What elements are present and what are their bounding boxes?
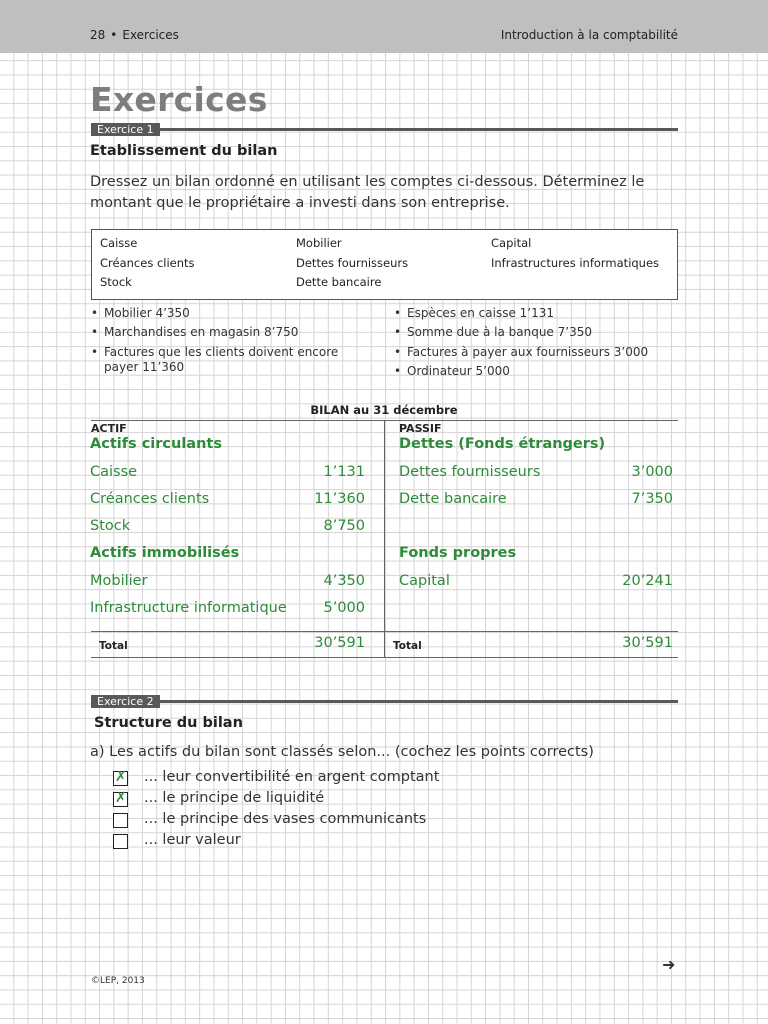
header-left: [90, 28, 179, 42]
actif-row-label: Créances clients: [90, 491, 210, 507]
bilan-bottom-rule: [91, 657, 678, 658]
actif-group-heading: Actifs immobilisés: [90, 545, 240, 561]
account-cell: Infrastructures informatiques: [491, 256, 660, 270]
actif-row-value: 8’750: [323, 518, 365, 534]
passif-total-value: 30’591: [622, 635, 673, 651]
bilan-title: BILAN au 31 décembre: [310, 403, 458, 417]
actif-row-label: Mobilier: [90, 573, 148, 589]
account-cell: Créances clients: [100, 256, 195, 270]
exercise1-label: Exercice 1: [91, 123, 160, 136]
actif-row-value: 5’000: [323, 600, 365, 616]
check-mark-icon: ✗: [115, 790, 127, 806]
passif-group-heading: Dettes (Fonds étrangers): [399, 436, 606, 452]
account-cell: Mobilier: [296, 236, 342, 250]
passif-group-heading: Fonds propres: [399, 545, 517, 561]
account-cell: Capital: [491, 236, 532, 250]
checkbox[interactable]: [113, 771, 128, 786]
exercise1-heading: Etablissement du bilan: [90, 143, 278, 159]
actif-total-value: 30’591: [314, 635, 365, 651]
exercise2-label: Exercice 2: [91, 695, 160, 708]
exercise1-rule: [91, 128, 678, 131]
actif-total-label: Total: [99, 640, 128, 652]
page-title: Exercices: [90, 80, 268, 119]
bilan-center-rule: [384, 420, 385, 658]
passif-row-label: Dettes fournisseurs: [399, 464, 541, 480]
checkbox-label: ... leur convertibilité en argent comptant: [144, 769, 440, 785]
exercise2-question: a) Les actifs du bilan sont classés selon... (cochez les points corrects): [90, 744, 594, 760]
checkbox-label: ... le principe de liquidité: [144, 790, 325, 806]
actif-group-heading: Actifs circulants: [90, 436, 222, 452]
checkbox-label: ... le principe des vases communicants: [144, 811, 427, 827]
actif-row-label: Caisse: [90, 464, 138, 480]
passif-row-label: Dette bancaire: [399, 491, 507, 507]
actif-row-value: 1’131: [323, 464, 365, 480]
bullet-separator: •: [110, 28, 118, 42]
checkbox[interactable]: [113, 792, 128, 807]
checkbox[interactable]: [113, 834, 128, 849]
account-cell: Caisse: [100, 236, 138, 250]
account-cell: Stock: [100, 275, 132, 289]
check-mark-icon: ✗: [115, 769, 127, 785]
actif-row-value: 4’350: [323, 573, 365, 589]
checkbox[interactable]: [113, 813, 128, 828]
exercise2-heading: Structure du bilan: [94, 715, 243, 731]
actif-row-label: Stock: [90, 518, 131, 534]
header-book-title: Introduction à la comptabilité: [500, 28, 678, 42]
passif-row-value: 3’000: [631, 464, 673, 480]
page-header: [0, 0, 768, 53]
exercise2-rule: [91, 700, 678, 703]
arrow-right-icon[interactable]: ➜: [662, 955, 676, 974]
exercise1-instructions: Dressez un bilan ordonné en utilisant les comptes ci-dessous. Déterminez le montant que le propriétaire a investi dans son entreprise.: [90, 174, 645, 211]
passif-label: PASSIF: [399, 422, 442, 435]
passif-row-value: 7’350: [631, 491, 673, 507]
passif-row-value: 20’241: [622, 573, 673, 589]
bilan-total-rule: [91, 631, 678, 632]
page-number: 28: [90, 28, 106, 42]
actif-row-value: 11’360: [314, 491, 365, 507]
checkbox-label: ... leur valeur: [144, 832, 241, 848]
passif-total-label: Total: [393, 640, 422, 652]
header-section: Exercices: [122, 28, 179, 42]
footer-copyright: ©LEP, 2013: [91, 976, 145, 986]
account-cell: Dette bancaire: [296, 275, 382, 289]
passif-row-label: Capital: [399, 573, 450, 589]
accounts-box: [91, 229, 678, 300]
actif-label: ACTIF: [91, 422, 127, 435]
account-cell: Dettes fournisseurs: [296, 256, 409, 270]
actif-row-label: Infrastructure informatique: [90, 600, 287, 616]
